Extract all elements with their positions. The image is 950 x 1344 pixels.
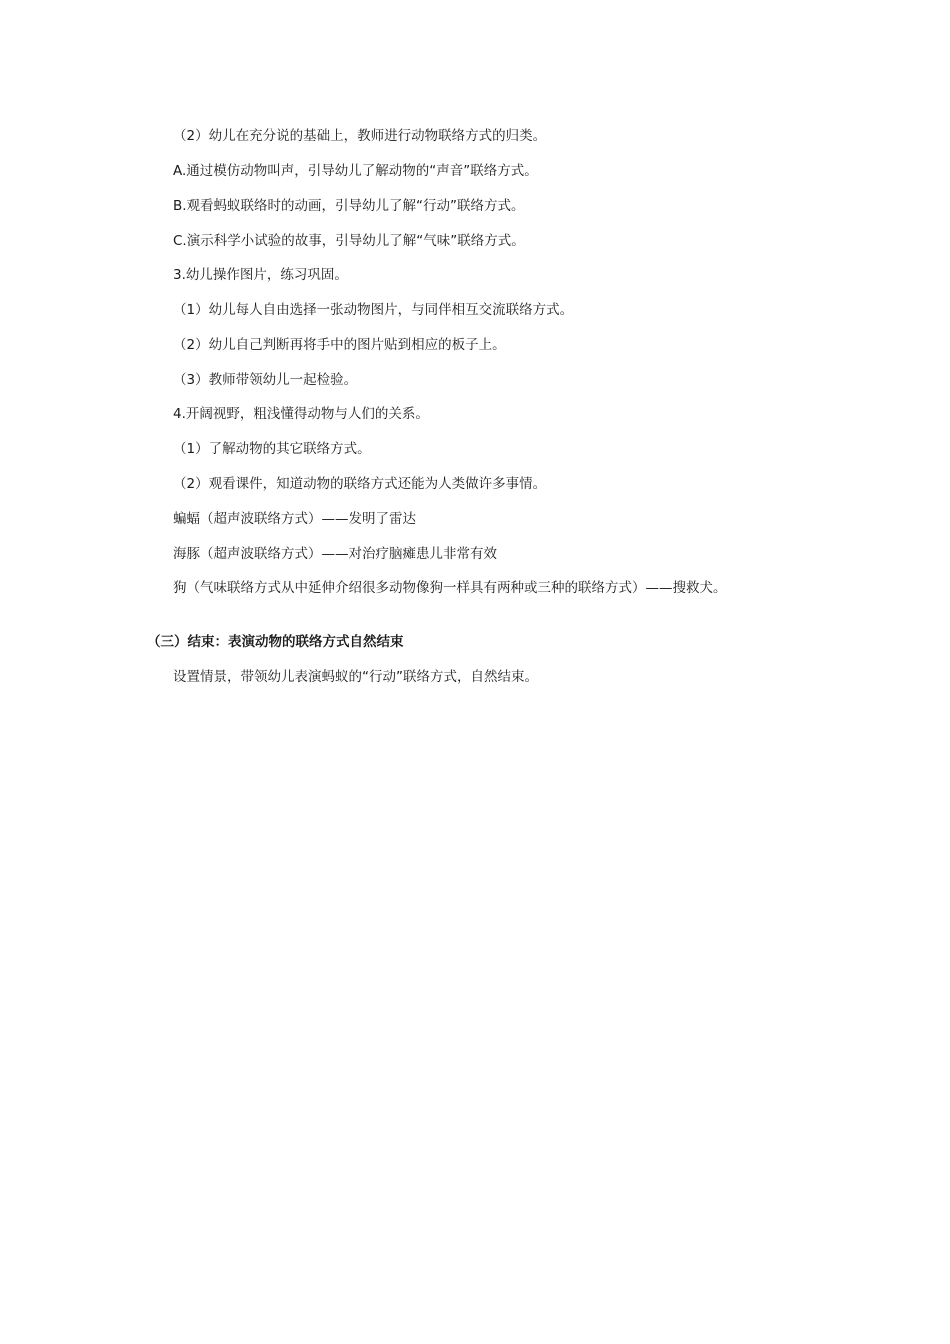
paragraph-step-4-1: （1）了解动物的其它联络方式。 (173, 441, 371, 457)
closing-paragraph: 设置情景，带领幼儿表演蚂蚁的“行动”联络方式，自然结束。 (173, 669, 538, 685)
section-heading: （三）结束：表演动物的联络方式自然结束 (147, 634, 404, 650)
paragraph-sound-method: A.通过模仿动物叫声，引导幼儿了解动物的“声音”联络方式。 (173, 163, 538, 179)
paragraph-step-3-2: （2）幼儿自己判断再将手中的图片贴到相应的板子上。 (173, 337, 506, 353)
paragraph-step-3-1: （1）幼儿每人自由选择一张动物图片，与同伴相互交流联络方式。 (173, 302, 574, 318)
paragraph-bat: 蝙蝠（超声波联络方式）——发明了雷达 (173, 511, 416, 527)
paragraph-dog: 狗（气味联络方式从中延伸介绍很多动物像狗一样具有两种或三种的联络方式）——搜救犬。 (173, 580, 727, 596)
paragraph-dolphin: 海豚（超声波联络方式）——对治疗脑瘫患儿非常有效 (173, 546, 497, 562)
paragraph-step-3: 3.幼儿操作图片，练习巩固。 (173, 267, 348, 283)
paragraph-action-method: B.观看蚂蚁联络时的动画，引导幼儿了解“行动”联络方式。 (173, 198, 525, 214)
paragraph-step-4: 4.开阔视野，粗浅懂得动物与人们的关系。 (173, 406, 429, 422)
paragraph-step-3-3: （3）教师带领幼儿一起检验。 (173, 372, 358, 388)
paragraph-smell-method: C.演示科学小试验的故事，引导幼儿了解“气味”联络方式。 (173, 233, 525, 249)
paragraph-classification: （2）幼儿在充分说的基础上，教师进行动物联络方式的归类。 (173, 128, 547, 144)
paragraph-step-4-2: （2）观看课件，知道动物的联络方式还能为人类做许多事情。 (173, 476, 547, 492)
